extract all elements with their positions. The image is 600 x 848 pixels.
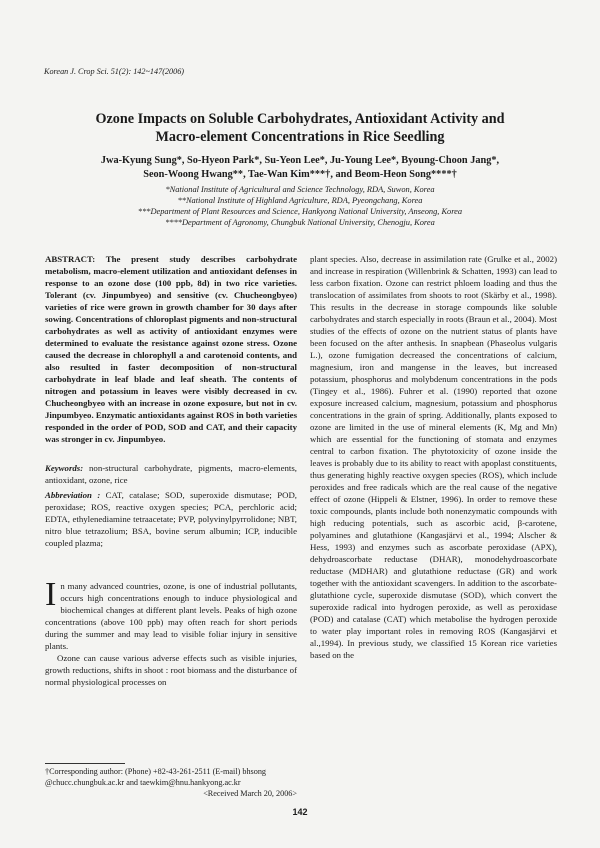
affiliations	[44, 184, 556, 228]
paper-title	[60, 110, 540, 146]
authors-line-2: Seon-Woong Hwang**, Tae-Wan Kim***†, and Beom-Heon Song****†	[143, 169, 457, 180]
author-list	[60, 154, 540, 182]
intro-paragraph-2: Ozone can cause various adverse effects such as visible injuries, growth reductions, shifts in shoot : root biomass and the disturbance of normal physiological processes on	[45, 653, 297, 687]
journal-citation: Korean J. Crop Sci. 51(2): 142~147(2006)	[44, 67, 185, 76]
intro-paragraph-1: In many advanced countries, ozone, is one of industrial pollutants, occurs high concentrations enough to induce physiological and biochemical changes at different plant levels. Peaks of high ozone concentrations (above 100 ppb) may often reach for short periods during the summer and may lead to visible foliar injury in sensitive plants.	[45, 576, 297, 651]
affiliation-2: **National Institute of Highland Agriculture, RDA, Pyeongchang, Korea	[177, 196, 423, 205]
affiliation-3: ***Department of Plant Resources and Science, Hankyong National University, Anseong, Korea	[137, 207, 463, 216]
keywords-label: Keywords:	[45, 463, 84, 473]
drop-cap: I	[45, 576, 57, 613]
introduction	[45, 576, 297, 688]
affiliation-1: *National Institute of Agricultural and Science Technology, RDA, Suwon, Korea	[165, 185, 435, 194]
footnote	[45, 766, 297, 799]
abstract	[45, 253, 297, 445]
right-column	[310, 253, 557, 661]
abstract-label: ABSTRACT:	[45, 254, 96, 264]
right-paragraph: plant species. Also, decrease in assimilation rate (Grulke et al., 2002) and increase in respiration (Willenbrink & Schatten, 1993) can lead to less carbon fixation. Ozone can restrict phloem loading and thus the translocation of assimilates from shoots to root (Skärby et al., 1998). This results in the decrease in storage compounds like soluble carbohydrates and starch especially in roots (Braun et al., 2004). Most studies of the effects of ozone on the nutrient status of plants have been focused on the after anthesis. In snapbean (Phaseolus vulgaris L.), ozone fumigation decreased the concentrations of calcium, magnesium, iron and mangense in the leaves, but increased potassium, phosphorus and molybdenum concentrations in the pods (Tingey et al., 1986). Fuhrer et al. (1990) reported that ozone exposure increased calcium, magnesium, potassium and phosphorus concentrations in the grain of spring. Additionally, plants exposed to ozone are limited in the use of mineral elements (K, Mg and Mn) which are essential for the functioning of stomata and enzymes central to carbon fixation. The phytotoxicity of ozone inside the leaves is probably due to its ability to react with apoplast constituents, thus generating highly reactive oxygen species (ROS), which include peroxides and free radicals which are the real cause of the negative effect of ozone (Hippeli & Elstner, 1996). In order to remove these toxic compounds, plants include both nonenzymatic compounds with high reducing potentials, such as ascorbic acid, β-carotene, polyamines and glutathione (Kangasjärvi et al., 1994; Alscher & Hess, 1993) and enzymes such as ascorbate peroxidase (APX), dehydroascorbate reductase (DHAR), monodehydroascorbate reductase (MDHAR) and glutathione reductase (GR) and work together with the antioxidant scavengers. In addition to the ascorbate-glutathione cycle, superoxide dismutase (SOD), which convert the superoxide radical into hydrogen peroxide, as well as peroxidase (POD) and catalase (CAT) which metabolise the hydrogen peroxide to water play important roles in removing ROS (Kangasjärvi et al.,1994). In previous study, we classified 15 Korean rice varieties based on the	[310, 254, 557, 660]
footnote-divider	[45, 763, 125, 764]
corresponding-author: †Corresponding author: (Phone) +82-43-261-2511 (E-mail) bhsong @chucc.chungbuk.ac.kr and taewkim@hnu.hankyong.ac.kr	[45, 767, 267, 787]
abbreviation-label: Abbreviation :	[45, 490, 101, 500]
abbreviations	[45, 489, 297, 549]
page-number: 142	[292, 807, 308, 817]
received-date: <Received March 20, 2006>	[203, 789, 297, 798]
authors-line-1: Jwa-Kyung Sung*, So-Hyeon Park*, Su-Yeon Lee*, Ju-Young Lee*, Byoung-Choon Jang*,	[100, 155, 500, 166]
title-line-2: Macro-element Concentrations in Rice Seedling	[155, 129, 445, 145]
abstract-text: The present study describes carbohydrate metabolism, macro-element utilization and antioxidant defenses in response to an ozone dose (100 ppb, 8d) in two rice varieties. Tolerant (cv. Jinpumbyeo) and sensitive (cv. Chucheongbyeo) varieties of rice were grown in growth chamber for 30 days after sowing. Concentrations of chloroplast pigments and non-structural carbohydrates as well as activity of antioxidant enzymes were determined to evaluate the resistance against ozone stress. Ozone caused the decrease in chlorophyll a and carotenoid contents, and also resulted in faster decomposition of non-structural carbohydrate in leaf blade and leaf sheath. The contents of nitrogen and potassium in leaves were visibly decreased in cv. Chucheongbyeo with an increase in ozone exposure, but not in cv. Jinpumbyeo. Enzymatic antioxidants against ROS in both varieties responded in the order of POD, SOD and CAT, and their capacity was stronger in cv. Jinpumbyeo.	[45, 254, 297, 444]
keywords-text: non-structural carbohydrate, pigments, macro-elements, antioxidant, ozone, rice	[45, 463, 297, 485]
affiliation-4: ****Department of Agronomy, Chungbuk National University, Chenogju, Korea	[165, 218, 435, 227]
keywords	[45, 462, 297, 486]
abbreviation-text: CAT, catalase; SOD, superoxide dismutase; POD, peroxidase; ROS, reactive oxygen species; PCA, perchloric acid; EDTA, ethylenediamine tetraacetate; PVP, polyvinylpyrrolidone; NBT, nitro blue tetrazolium; BSA, bovine serum albumin; ICP, inducible coupled plazma;	[45, 490, 297, 548]
title-line-1: Ozone Impacts on Soluble Carbohydrates, Antioxidant Activity and	[95, 111, 505, 127]
